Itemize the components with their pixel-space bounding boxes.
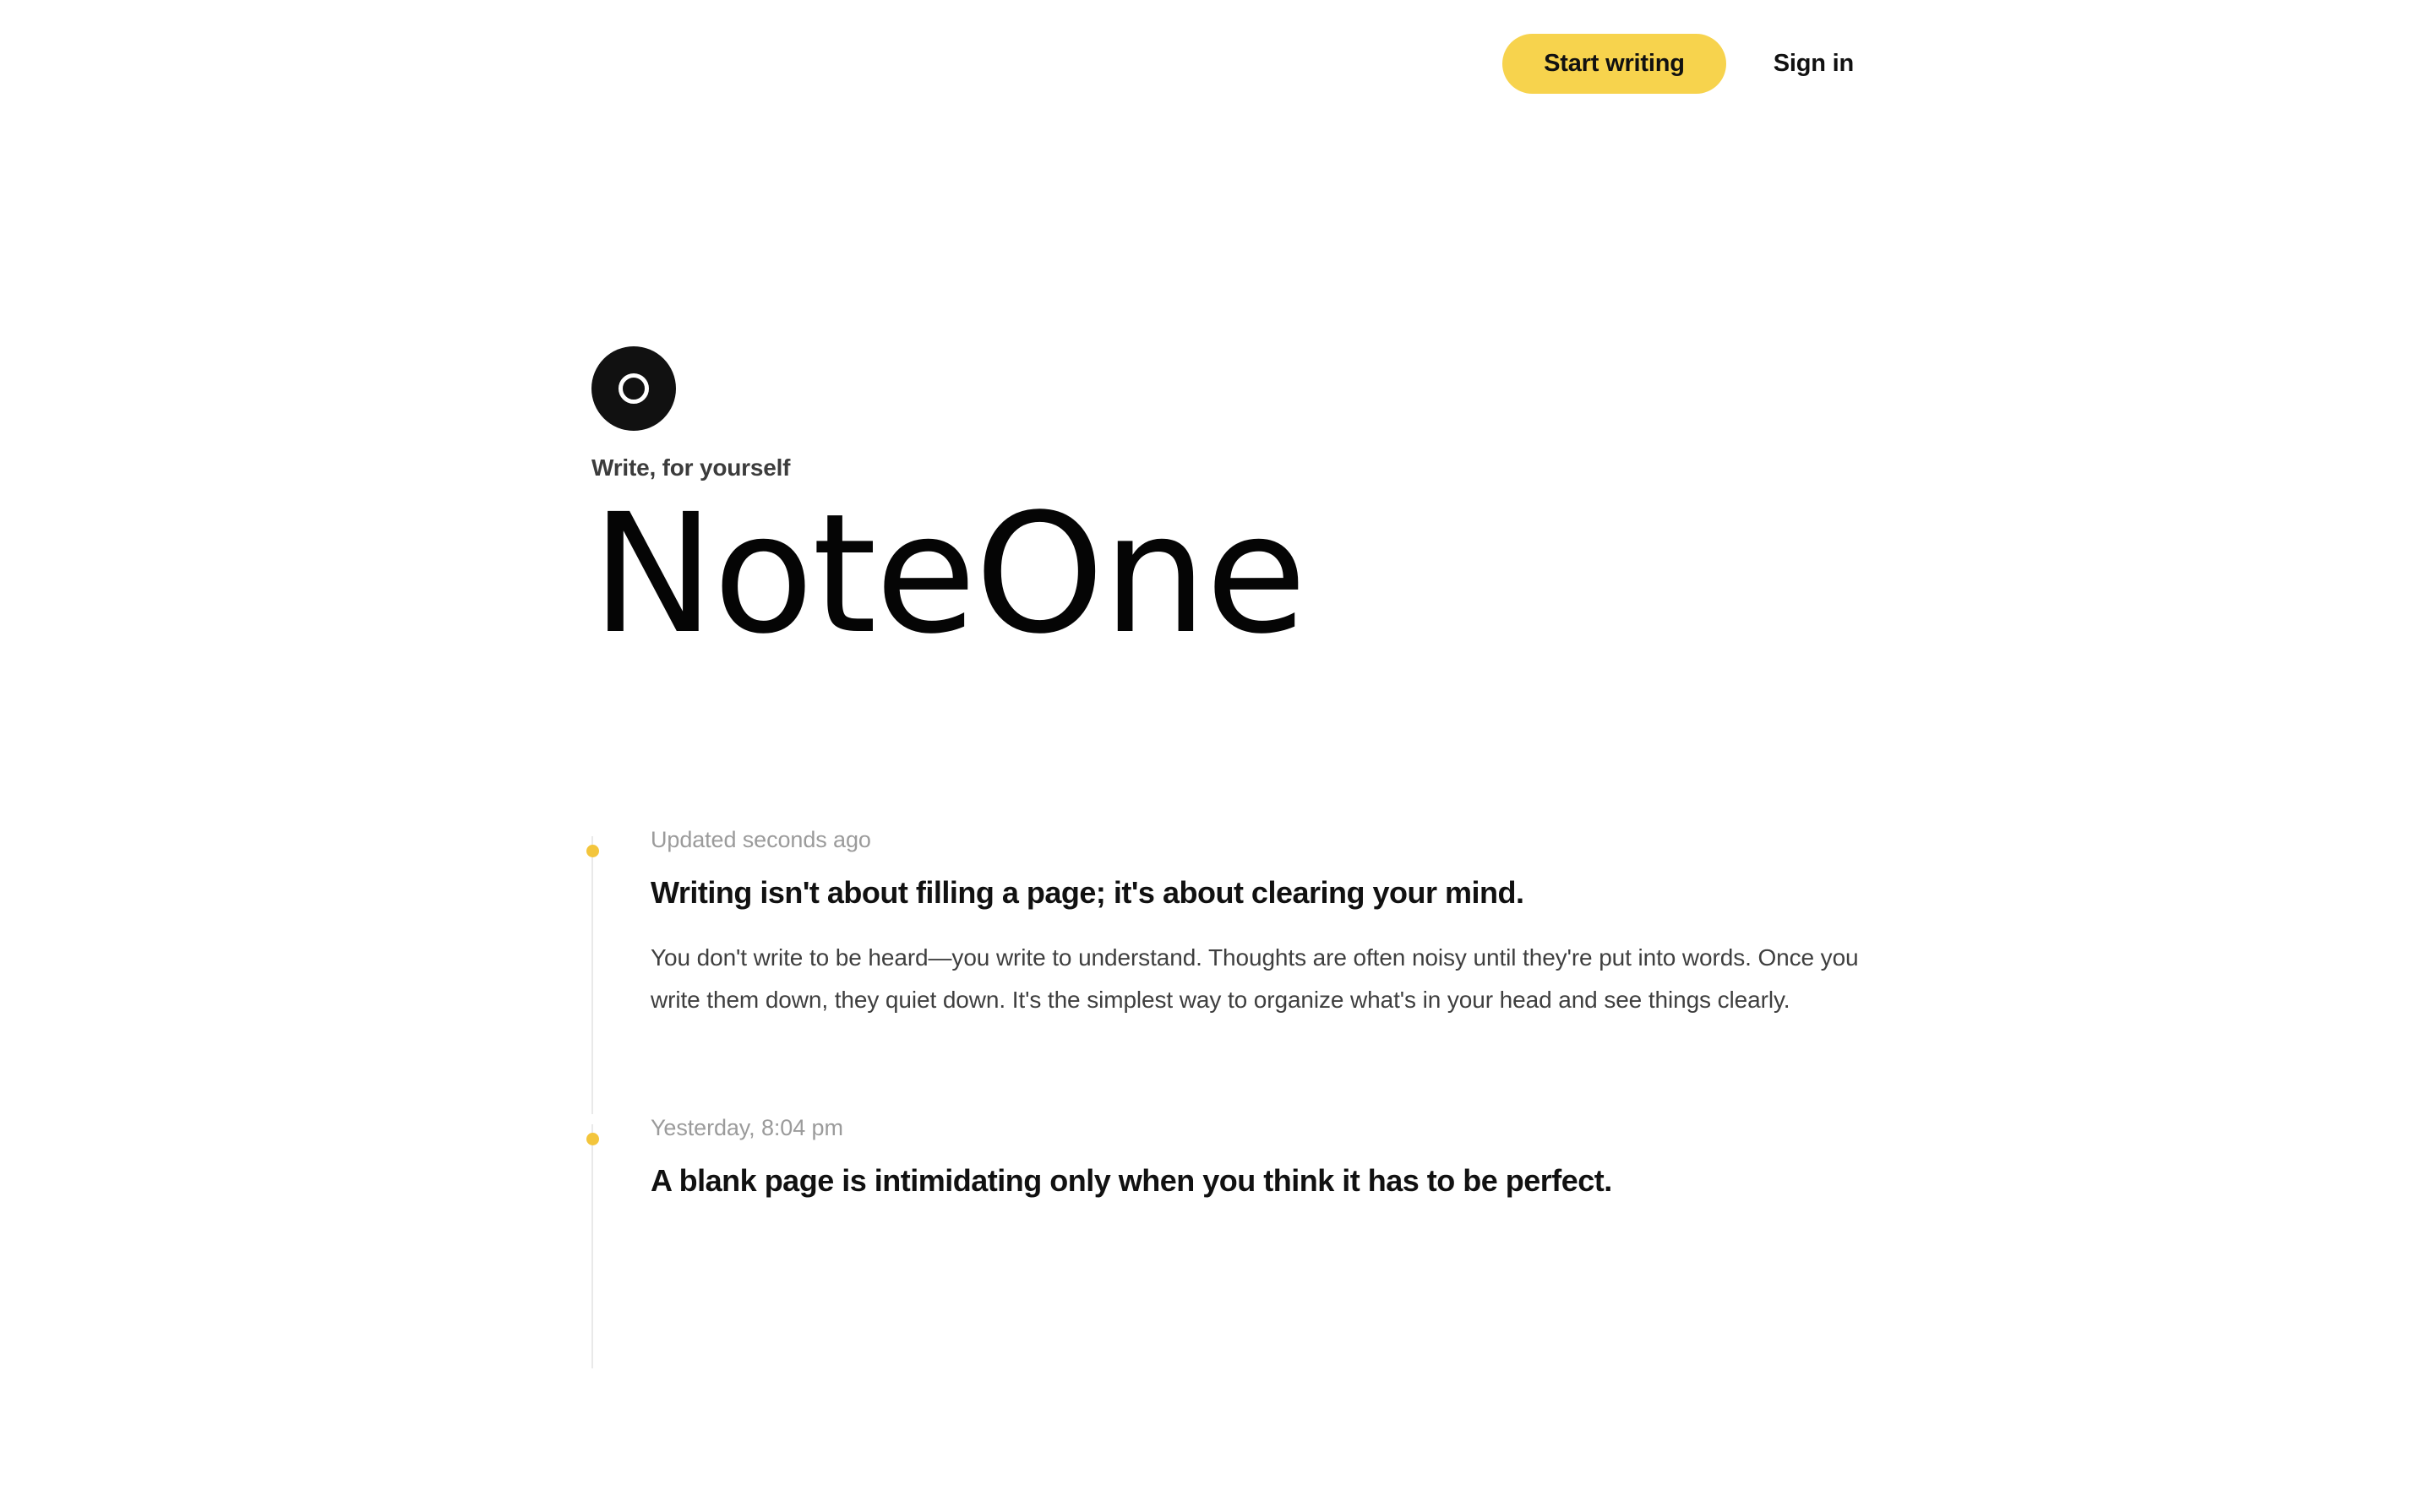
timeline-dot-icon: [586, 845, 599, 857]
note-title: Writing isn't about filling a page; it's about clearing your mind.: [651, 875, 1524, 911]
notes-feed: [591, 826, 1893, 1199]
note-body: You don't write to be heard—you write to understand. Thoughts are often noisy until they're put into words. Once you write them down, they quiet down. It's the simplest way to organize what's in your head and see things clearly.: [651, 944, 1859, 1013]
note-timestamp: Updated seconds ago: [651, 826, 871, 852]
page-title: NoteOne: [591, 478, 1305, 670]
hero-tagline: Write, for yourself: [591, 454, 791, 481]
sign-in-button[interactable]: Sign in: [1760, 41, 1867, 86]
start-writing-button[interactable]: Start writing: [1502, 34, 1726, 94]
note-timestamp: Yesterday, 8:04 pm: [651, 1114, 843, 1140]
timeline-dot-icon: [586, 1133, 599, 1145]
list-item[interactable]: [591, 826, 1893, 1114]
main-content: [591, 0, 1893, 1199]
note-title: A blank page is intimidating only when you think it has to be perfect.: [651, 1163, 1612, 1199]
list-item[interactable]: [591, 1114, 1893, 1199]
circle-ring-icon: [591, 346, 676, 431]
logo-inner-ring: [619, 373, 649, 404]
